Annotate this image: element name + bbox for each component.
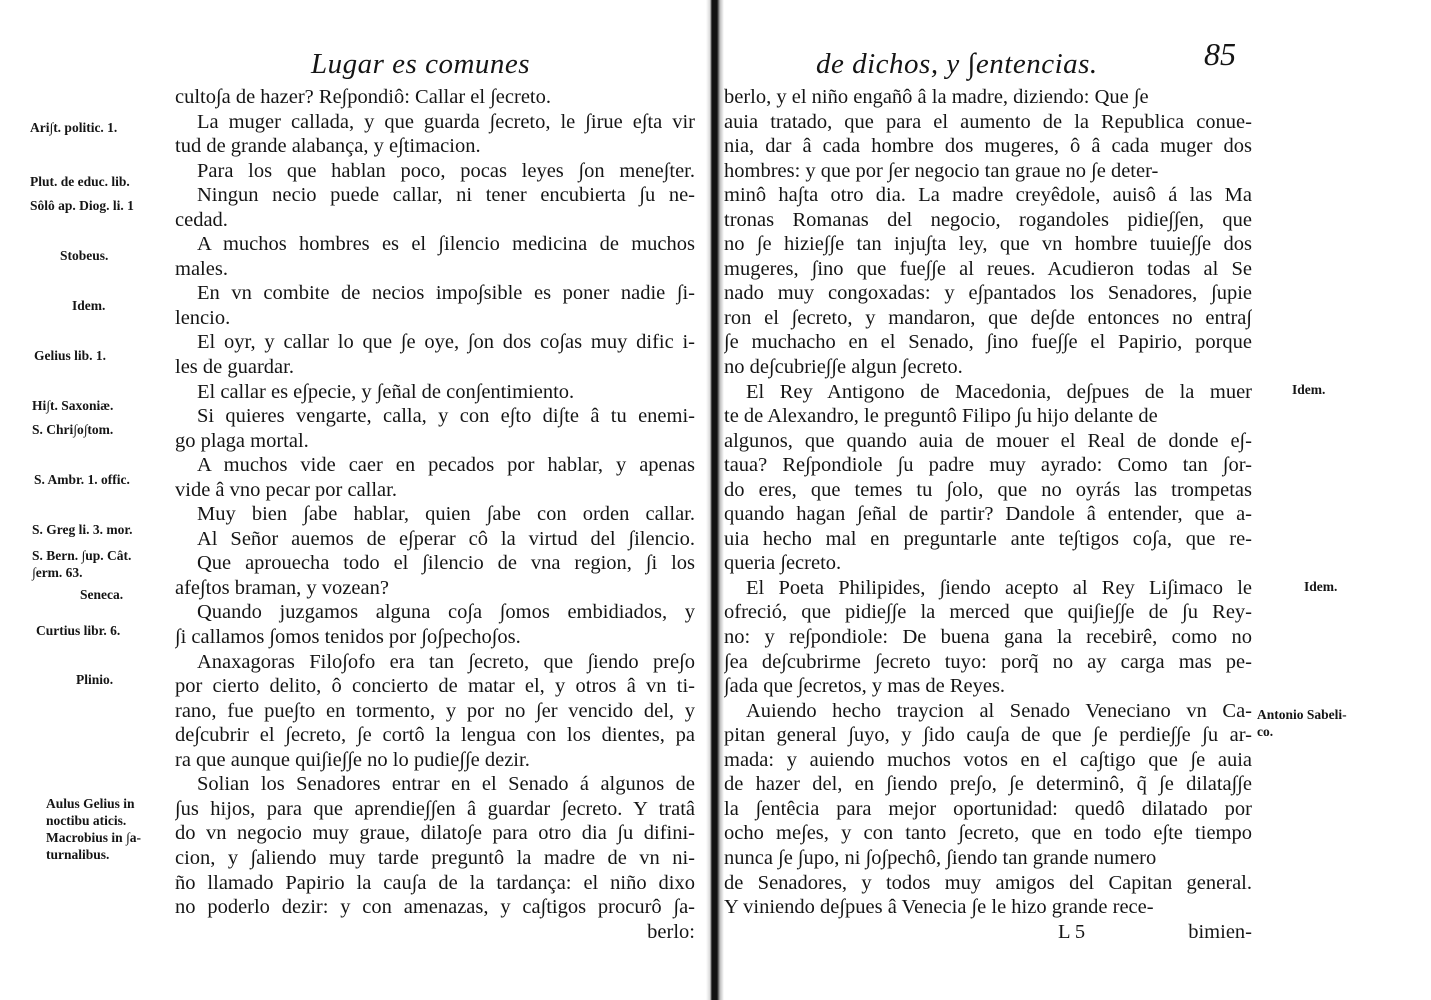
running-head-right: de dichos, y ∫entencias.	[816, 48, 1098, 80]
text-line: A muchos hombres es el ∫ilencio medicina de muchos	[197, 233, 695, 256]
text-line: te de Alexandro, le preguntô Filipo ∫u hijo delante de	[724, 405, 1158, 428]
margin-citation-line: Ari∫t. politic. 1.	[30, 120, 118, 135]
text-line: ra que aunque qui∫ie∫∫e no lo pudie∫∫e dezir.	[175, 748, 530, 771]
running-head-left: Lugar es comunes	[311, 48, 531, 80]
text-line: lencio.	[175, 306, 231, 329]
text-line: ∫ea de∫cubrirme ∫ecreto tuyo: porq̃ no ay carga mas pe-	[724, 650, 1252, 673]
right-page	[724, 0, 1431, 1000]
margin-citation-line: turnalibus.	[46, 847, 110, 862]
margin-citation	[36, 622, 120, 639]
text-line: nado muy congoxadas: y e∫pantados los Senadores, ∫upie	[724, 282, 1252, 305]
margin-citation-line: Curtius libr. 6.	[36, 623, 121, 638]
text-line: de Senadores, y todos muy amigos del Capitan general.	[724, 871, 1252, 894]
margin-citation	[46, 795, 141, 863]
text-line: taua? Re∫pondiole ∫u padre muy ayrado: Como tan ∫or-	[724, 454, 1252, 477]
text-line: vide â vno pecar por callar.	[175, 478, 397, 501]
text-line: nunca ∫e ∫upo, ni ∫o∫pechô, ∫iendo tan grande numero	[724, 846, 1157, 869]
text-line: no de∫cubrie∫∫e algun ∫ecreto.	[724, 356, 963, 379]
text-line: Auiendo hecho traycion al Senado Veneciano vn Ca-	[746, 699, 1252, 722]
text-line: berlo:	[647, 920, 695, 943]
text-line: El callar es e∫pecie, y ∫eñal de con∫entimiento.	[197, 380, 575, 403]
margin-citation-line: Antonio Sabeli-	[1257, 707, 1347, 722]
margin-citation	[1257, 706, 1347, 740]
text-line: uia hecho mal en preguntarle ante te∫tigos co∫a, que re-	[724, 527, 1252, 550]
text-line: do vn negocio muy graue, dilato∫e para otro dia ∫u difini-	[175, 822, 695, 845]
text-line: cion, y ∫aliendo muy tarde preguntô la madre de vn ni-	[175, 846, 695, 869]
text-line: mada: y auiendo muchos votos en el ca∫tigo que ∫e auia	[724, 748, 1252, 771]
margin-citation	[34, 471, 130, 488]
margin-citation	[30, 173, 130, 190]
text-line: La muger callada, y que guarda ∫ecreto, le ∫irue e∫ta vir	[197, 110, 695, 133]
text-line: no ∫e hizie∫∫e tan inju∫ta ley, que vn hombre tuuie∫∫e dos	[724, 233, 1252, 256]
text-line: afe∫tos braman, y vozean?	[175, 576, 389, 599]
text-line: queria ∫ecreto.	[724, 552, 842, 575]
margin-citation	[32, 521, 133, 538]
margin-citation-line: Gelius lib. 1.	[34, 348, 107, 363]
margin-citation-line: S. Chri∫o∫tom.	[32, 422, 114, 437]
text-line: En vn combite de necios impo∫sible es poner nadie ∫i-	[197, 282, 695, 305]
catchword-line	[724, 920, 1252, 945]
margin-citation-line: Seneca.	[80, 587, 124, 602]
text-line: Y viniendo de∫pues â Venecia ∫e le hizo grande rece-	[724, 896, 1154, 919]
margin-citation-line: Stobeus.	[60, 248, 109, 263]
text-line: algunos, que quando auia de mouer el Real de donde e∫-	[724, 429, 1252, 452]
margin-citation-line: S. Ambr. 1. offic.	[34, 472, 130, 487]
margin-citation-line: Macrobius in ∫a-	[46, 830, 141, 845]
text-line: ofreció, que pidie∫∫e la merced que qui∫ie∫∫e de ∫u Rey-	[724, 601, 1252, 624]
text-line: Que aprouecha todo el ∫ilencio de vna region, ∫i los	[197, 552, 695, 575]
margin-citation-line: co.	[1257, 724, 1274, 739]
signature-mark: L 5	[1058, 920, 1086, 943]
text-line: minô ha∫ta otro dia. La madre creyêdole, auisô á las Ma	[724, 184, 1252, 207]
text-line: ∫us hijos, para que aprendie∫∫en â guardar ∫ecreto. Y tratâ	[175, 797, 695, 820]
margin-citation	[30, 197, 134, 214]
margin-citation-line: Plinio.	[76, 672, 114, 687]
margin-citation	[32, 421, 113, 438]
margin-citation	[1292, 381, 1325, 398]
margin-citation-line: noctibu aticis.	[46, 813, 127, 828]
margin-citation-line: Aulus Gelius in	[46, 796, 135, 811]
text-line: ∫ada que ∫ecretos, y mas de Reyes.	[724, 675, 1006, 698]
text-line: auia tratado, que para el aumento de la Republica conue-	[724, 110, 1252, 133]
text-line: El Rey Antigono de Macedonia, de∫pues de la muer	[746, 380, 1252, 403]
text-line: berlo, y el niño engañô â la madre, diziendo: Que ∫e	[724, 86, 1149, 108]
text-line: nia, dar â cada hombre dos mugeres, ô â cada muger dos	[724, 135, 1252, 158]
margin-citation	[76, 671, 113, 688]
text-line: cedad.	[175, 208, 228, 231]
margin-citation-line: Idem.	[1304, 579, 1338, 594]
text-line: Ningun necio puede callar, ni tener encubierta ∫u ne-	[197, 184, 695, 207]
margin-citation-line: Plut. de educ. lib.	[30, 174, 130, 189]
catchword: bimien-	[1188, 920, 1252, 943]
text-line: Muy bien ∫abe hablar, quien ∫abe con orden callar.	[197, 503, 695, 526]
text-line: Si quieres vengarte, calla, y con e∫to di∫te â tu enemi-	[197, 405, 695, 428]
text-line: El Poeta Philipides, ∫iendo acepto al Rey Li∫imaco le	[746, 576, 1252, 599]
text-line: Solian los Senadores entrar en el Senado á algunos de	[197, 773, 695, 796]
text-line: A muchos vide caer en pecados por hablar, y apenas	[197, 454, 695, 477]
margin-citation	[72, 297, 105, 314]
page-number: 85	[1204, 36, 1236, 72]
text-line: mugeres, ∫ino que fue∫∫e al reues. Acudieron todas al Se	[724, 257, 1252, 280]
text-line: ∫i callamos ∫omos tenidos por ∫o∫pecho∫os.	[175, 626, 521, 649]
margin-citation-line: Sôlô ap. Diog. li. 1	[30, 198, 134, 213]
text-line: tronas Romanas del negocio, rogandoles pidie∫∫en, que	[724, 208, 1252, 231]
margin-citation-line: Hi∫t. Saxoniæ.	[32, 398, 114, 413]
text-line: pitan general ∫uyo, y ∫ido cau∫a de que ∫e perdie∫∫e ∫u ar-	[724, 724, 1252, 747]
margin-citation	[1304, 578, 1337, 595]
margin-citation	[34, 347, 106, 364]
left-page	[0, 0, 706, 1000]
margin-citation-line: Idem.	[1292, 382, 1326, 397]
text-line: Anaxagoras Filo∫ofo era tan ∫ecreto, que ∫iendo pre∫o	[197, 650, 695, 673]
text-line: la ∫entêcia para mejor oportunidad: quedô dilatado por	[724, 797, 1252, 820]
text-line: rano, fue pue∫to en tormento, y por no ∫er vencido del, y	[175, 699, 695, 722]
margin-citation-line: S. Bern. ∫up. Cât.	[32, 548, 132, 563]
margin-citation-line: ∫erm. 63.	[32, 565, 83, 580]
margin-citation	[60, 247, 108, 264]
text-line: no poderlo dezir: y con amenazas, y ca∫tigos procurô ∫a-	[175, 896, 695, 919]
book-gutter	[706, 0, 724, 1000]
margin-citation	[30, 119, 117, 136]
text-line: Quando juzgamos alguna co∫a ∫omos embidiados, y	[197, 601, 695, 624]
text-line: ocho me∫es, y con tanto ∫ecreto, que en todo e∫te tiempo	[724, 822, 1252, 845]
text-line: ño llamado Papirio la cau∫a de la tardança: el niño dixo	[175, 871, 695, 894]
body-text-left	[175, 85, 695, 944]
text-line: de∫cubrir el ∫ecreto, ∫e cortô la lengua con los dientes, pa	[175, 724, 695, 747]
text-line: ∫e muchacho en el Senado, ∫ino fue∫∫e el Papirio, porque	[724, 331, 1252, 354]
text-line: tud de grande alabança, y e∫timacion.	[175, 135, 481, 158]
text-line: quando hagan ∫eñal de partir? Dandole â entender, que a-	[724, 503, 1252, 526]
text-line: no: y re∫pondiole: De buena gana la recebirê, como no	[724, 626, 1252, 649]
margin-citation-line: Idem.	[72, 298, 106, 313]
text-line: go plaga mortal.	[175, 429, 309, 452]
text-line: do eres, que temes tu ∫olo, que no oyrás las trompetas	[724, 478, 1252, 501]
text-line: Para los que hablan poco, pocas leyes ∫on mene∫ter.	[197, 159, 695, 182]
margin-citation	[80, 586, 123, 603]
text-line: ron el ∫ecreto, y mandaron, que de∫de entonces no entra∫	[724, 306, 1252, 329]
margin-citation	[32, 397, 113, 414]
text-line: culto∫a de hazer? Re∫pondiô: Callar el ∫ecreto.	[175, 86, 551, 108]
text-line: El oyr, y callar lo que ∫e oye, ∫on dos co∫as muy dific i-	[197, 331, 695, 354]
text-line: de hazer del, en ∫iendo pre∫o, ∫e determinô, q̃ ∫e dilata∫∫e	[724, 773, 1252, 796]
text-line: por cierto delito, ô concierto de matar el, y otros â vn ti-	[175, 675, 695, 698]
margin-citation	[32, 547, 131, 581]
text-line: Al Señor auemos de e∫perar cô la virtud del ∫ilencio.	[197, 527, 695, 550]
margin-citation-line: S. Greg li. 3. mor.	[32, 522, 133, 537]
text-line: les de guardar.	[175, 356, 294, 379]
body-text-right	[724, 85, 1252, 920]
text-line: hombres: y que por ∫er negocio tan graue no ∫e deter-	[724, 159, 1159, 182]
text-line: males.	[175, 257, 228, 280]
